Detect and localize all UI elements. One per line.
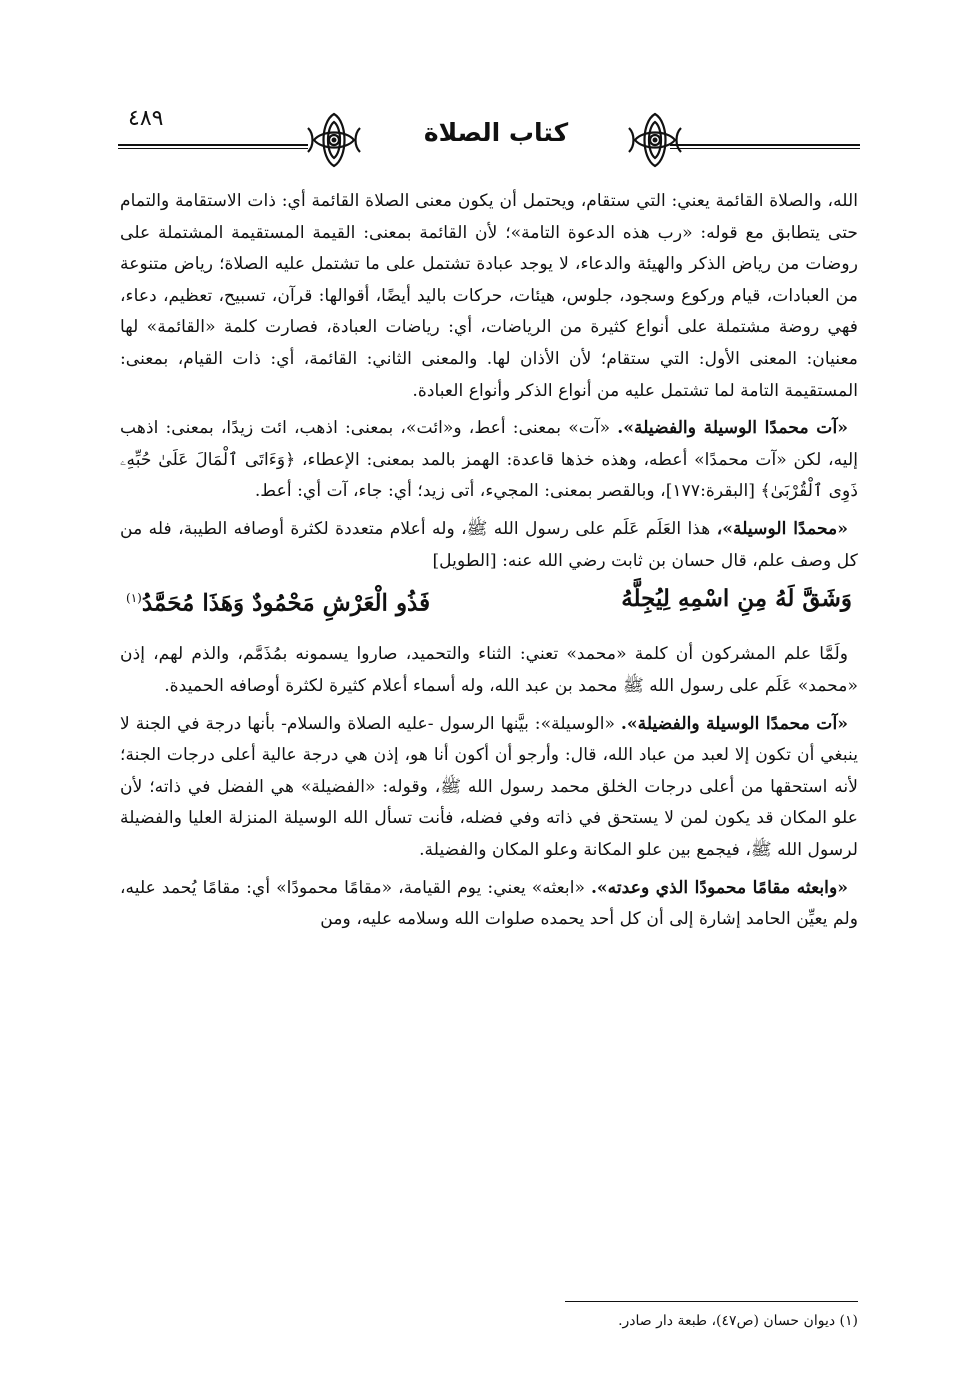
page-number: ٤٨٩ [128,106,164,131]
paragraph-2-lead: «آت محمدًا الوسيلة والفضيلة». [617,418,848,439]
verse-second-text: فَذُو الْعَرْشِ مَحْمُودٌ وَهَذَا مُحَمَّدُ [141,589,431,617]
footnote-1: (١) ديوان حسان (ص٤٧)، طبعة دار صادر. [618,1313,858,1329]
running-title: كتاب الصلاة [423,118,569,147]
poetry-verse [120,583,858,619]
paragraph-3-lead: «محمدًا الوسيلة»، [716,518,849,539]
ornament-left-icon [302,108,366,172]
paragraph-2 [120,413,858,508]
paragraph-6-text: «ابعثه» يعني: يوم القيامة، «مقامًا محمودًا» أي: مقامًا يُحمد عليه، ولم يعيِّن الحامد إشارة إلى أن كل أحد يحمده صلوات الله وسلامه عليه، ومن [120,877,858,930]
paragraph-5-text: «الوسيلة»: بيَّنها الرسول -عليه الصلاة والسلام- بأنها درجة في الجنة لا ينبغي أن تكون إلا لعبد من عباد الله، قال: وأرجو أن أكون أنا هو، إذن هي درجة عالية أعلى درجات الجنة؛ لأنه استحقها من أعلى درجات الخلق محمد رسول الله ﷺ، وقوله: «الفضيلة» هي الفضل في ذاته؛ لأن علو المكان قد يكون لمن لا يستحق في ذاته وفي فضله، فأنت تسأل الله الوسيلة المنزلة العليا والفضيلة لرسول الله ﷺ، فيجمع بين علو المكانة وعلو المكان والفضيلة. [120,713,858,860]
paragraph-3 [120,514,858,577]
footnote-rule [565,1301,858,1302]
header-rule-right [670,144,860,149]
paragraph-1: الله، والصلاة القائمة يعني: التي ستقام، ويحتمل أن يكون معنى الصلاة القائمة أي: ذات الاستقامة والتمام حتى يتطابق مع قوله: «رب هذه الدعوة التامة»؛ لأن القائمة بمعنى: القيمة المستقيمة المشتملة على روضات من رياض الذكر والهيئة والدعاء، لا يوجد عبادة تشتمل على ما تشتمل عليه الصلاة؛ رياض متنوعة من العبادات، قيام وركوع وسجود، جلوس، هيئات، حركات باليد أيضًا، أقوالها: قرآن، تسبيح، تعظيم، دعاء، فهي روضة مشتملة على أنواع كثيرة من الرياضات، أي: رياضات العبادة، فصارت كلمة «القائمة» لها معنيان: المعنى الأول: التي ستقام؛ لأن الأذان لها. والمعنى الثاني: القائمة، أي: ذات القيام، بمعنى: المستقيمة التامة لما تشتمل عليه من أنواع الذكر وأنواع العبادة. [120,191,858,401]
footnote-marker: (١) [126,591,142,606]
verse-second-hemistich [126,583,430,619]
paragraph-6-lead: «وابعثه مقامًا محمودًا الذي وعدته». [590,877,848,898]
paragraph-2-text: «آت» بمعنى: أعط، و«ائت»، بمعنى: اذهب، ائت زيدًا، بمعنى: اذهب إليه، لكن «آت محمدًا» أعطه، وهذه خذها قاعدة: الهمز بالمد بمعنى: الإعطاء، ﴿وَءَاتَى ٱلْمَالَ عَلَىٰ حُبِّهِۦ ذَوِى ٱلْقُرْبَىٰ﴾ [البقرة:١٧٧]، وبالقصر بمعنى: المجيء، أتى زيد؛ أي: جاء، آت أي: أعط. [120,418,858,502]
paragraph-5 [120,709,858,867]
paragraph-4: ولَمَّا علم المشركون أن كلمة «محمد» تعني: الثناء والتحميد، صاروا يسمونه بمُذَمَّم، والذم لهم، إذن «محمد» عَلَم على رسول الله ﷺ محمد بن عبد الله، وله أسماء أعلام كثيرة لكثرة أوصافه الحميدة. [120,644,858,696]
header-rule-left [118,144,308,149]
paragraph-5-lead: «آت محمدًا الوسيلة والفضيلة». [620,713,849,734]
ornament-right-icon [623,108,687,172]
running-header [118,100,860,200]
verse-first-hemistich: وَشَقَّ لَهُ مِنِ اسْمِهِ لِيُجِلَّهُ [621,585,852,613]
paragraph-6 [120,873,858,936]
poetic-meter: [الطويل] [432,550,497,571]
paragraph-3-text: هذا العَلَم عَلَم على رسول الله ﷺ، وله أعلام متعددة لكثرة أوصافه الطيبة، فله من كل وصف علم، قال حسان بن ثابت رضي الله عنه: [120,518,858,571]
main-text [120,186,858,942]
